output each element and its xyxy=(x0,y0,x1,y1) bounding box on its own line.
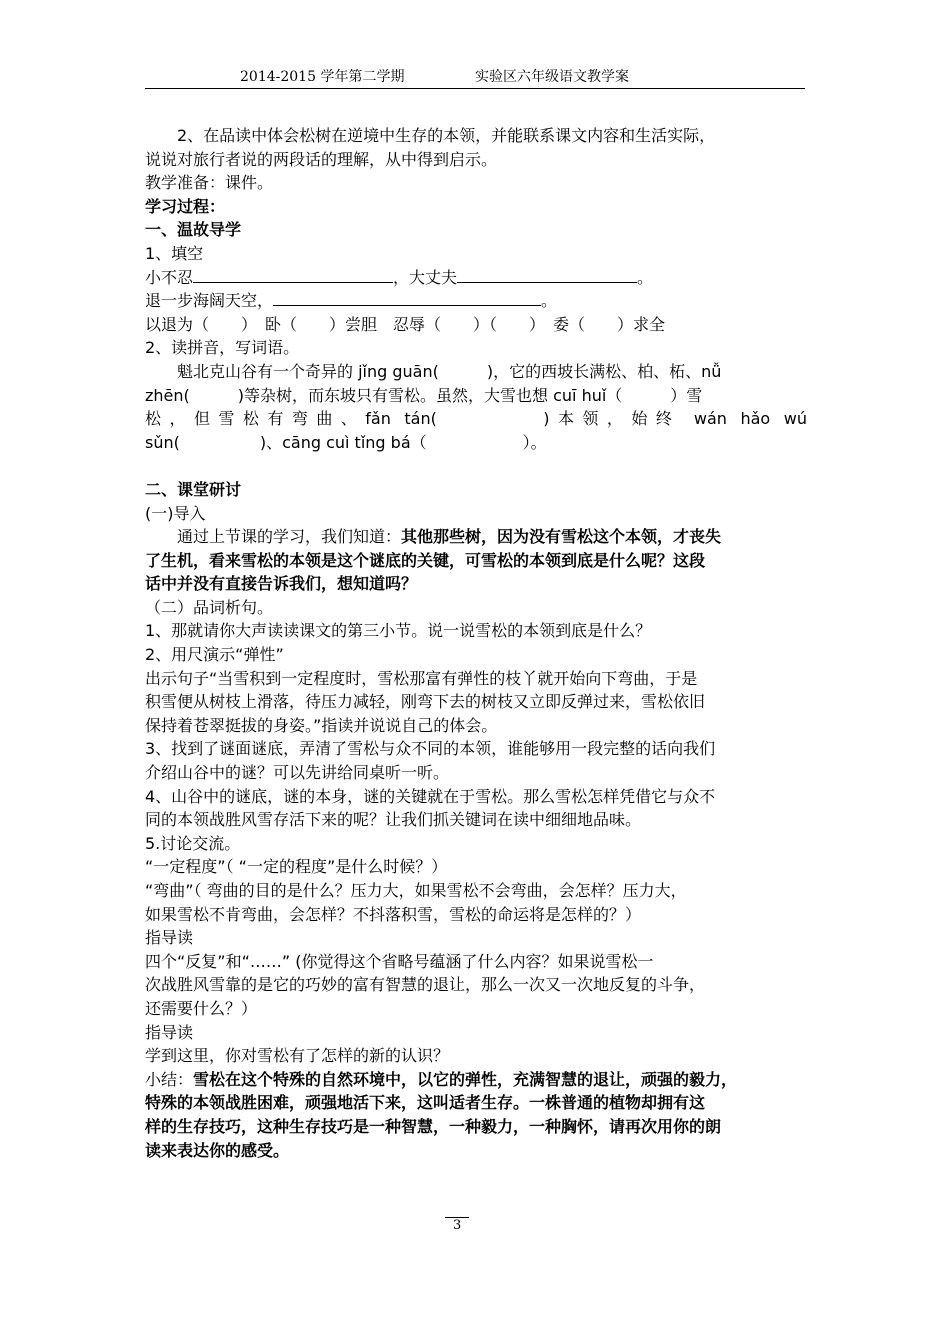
section-1-title: 一、温故导学 xyxy=(145,220,242,240)
intro-line-1 xyxy=(145,525,807,549)
question-2-line-1: “弯曲”（ 弯曲的目的是什么？压力大，如果雪松不会弯曲，会怎样？压力大， xyxy=(145,881,687,900)
intro-bold-1: 其他那些树，因为没有雪松这个本领，才丧失 xyxy=(401,527,722,547)
goal-2-line-1: 2、在品读中体会松树在逆境中生存的本领，并能联系课文内容和生活实际， xyxy=(177,126,716,145)
summary-text-1: 雪松在这个特殊的自然环境中，以它的弹性，充满智慧的退让，顽强的毅力， xyxy=(193,1069,738,1089)
intro-line-2: 了生机，看来雪松的本领是这个谜底的关键，可雪松的本领到底是什么呢？这段 xyxy=(145,550,706,570)
teaching-prep: 教学准备：课件。 xyxy=(145,173,274,193)
page-header xyxy=(145,66,805,89)
step-1: 1、那就请你大声读读课文的第三小节。说一说雪松的本领到底是什么？ xyxy=(145,621,652,641)
summary-line-2: 特殊的本领战胜困难，顽强地活下来，这叫适者生存。一株普通的植物却拥有这 xyxy=(145,1093,706,1113)
page-number: 3 xyxy=(445,1217,469,1233)
spacer xyxy=(145,454,807,478)
pinyin-title: 2、读拼音，写词语。 xyxy=(145,338,300,358)
step-5: 5.讨论交流。 xyxy=(145,833,241,853)
header-semester: 2014-2015 学年第二学期 xyxy=(240,69,405,85)
lesson-plan-body xyxy=(145,124,807,1162)
fill-1-prefix: 小不忍 xyxy=(145,267,194,287)
quote-line-1: 出示句子“当雪积到一定程度时，雪松那富有弹性的枝丫就开始向下弯曲，于是 xyxy=(145,668,698,688)
fill-blank-3: 以退为（ ） 卧（ ）尝胆 忍辱（ ）（ ） 委（ ）求全 xyxy=(145,314,666,334)
step-4-line-1: 4、山谷中的谜底，谜的本身，谜的关键就在于雪松。那么雪松怎样凭借它与众不 xyxy=(145,786,716,806)
question-3-line-1: 四个“反复”和“……” (你觉得这个省略号蕴涵了什么内容？如果说雪松一 xyxy=(145,951,654,971)
question-2-line-2: 如果雪松不肯弯曲，会怎样？不抖落积雪，雪松的命运将是怎样的？） xyxy=(145,904,642,924)
fill-1-mid: ，大丈夫 xyxy=(393,267,458,287)
fill-1-blank-a xyxy=(193,266,393,283)
quote-line-2: 积雪便从树枝上滑落，待压力减轻，刚弯下去的树枝又立即反弹过来，雪松依旧 xyxy=(145,692,706,712)
question-3-line-2: 次战胜风雪靠的是它的巧妙的富有智慧的退让，那么一次又一次地反复的斗争， xyxy=(145,975,706,995)
intro-plain: 通过上节课的学习，我们知道： xyxy=(177,527,402,547)
step-2: 2、用尺演示“弹性” xyxy=(145,645,284,665)
intro-line-3: 话中并没有直接告诉我们，想知道吗？ xyxy=(145,574,418,594)
pinyin-line-2: zhēn( )等杂树，而东坡只有雪松。虽然，大雪也想 cuī huǐ（ ）雪 xyxy=(145,385,703,405)
intro-title: (一)导入 xyxy=(145,503,206,523)
analysis-title: （二）品词析句。 xyxy=(145,597,274,617)
section-2-title: 二、课堂研讨 xyxy=(145,479,242,499)
guided-reading-2: 指导读 xyxy=(145,1022,194,1042)
pinyin-line-1: 魁北克山谷有一个奇异的 jǐng guān( )，它的西坡长满松、柏、柘、nǚ xyxy=(177,361,722,381)
page-footer xyxy=(445,1218,469,1233)
fill-1-blank-b xyxy=(457,266,637,283)
summary-line-1 xyxy=(145,1068,807,1092)
pinyin-line-3: 松，但雪松有弯曲、fǎn tán( )本领，始终 wán hǎo wú xyxy=(145,409,807,429)
summary-label: 小结： xyxy=(145,1069,194,1089)
summary-line-3: 样的生存技巧，这种生存技巧是一种智慧，一种毅力，一种胸怀，请再次用你的朗 xyxy=(145,1116,722,1136)
quote-line-3: 保持着苍翠挺拔的身姿。”指读并说说自己的体会。 xyxy=(145,715,498,735)
fill-blank-1 xyxy=(145,266,807,290)
step-4-line-2: 同的本领战胜风雪存活下来的呢？让我们抓关键词在读中细细地品味。 xyxy=(145,810,642,830)
question-3-line-3: 还需要什么？） xyxy=(145,998,258,1018)
guided-reading-1: 指导读 xyxy=(145,928,194,948)
summary-line-4: 读来表达你的感受。 xyxy=(145,1140,290,1160)
pinyin-line-4: sǔn( )、cāng cuì tǐng bá（ ）。 xyxy=(145,432,547,452)
fill-2-prefix: 退一步海阔天空， xyxy=(145,291,274,311)
step-3-line-2: 介绍山谷中的谜？可以先讲给同桌听一听。 xyxy=(145,763,450,783)
fill-2-end: 。 xyxy=(541,291,558,311)
reflection-question: 学到这里，你对雪松有了怎样的新的认识？ xyxy=(145,1046,450,1066)
fill-2-blank xyxy=(273,289,541,306)
process-title: 学习过程： xyxy=(145,196,226,216)
goal-2-line-2: 说说对旅行者说的两段话的理解，从中得到启示。 xyxy=(145,149,498,169)
fill-1-end: 。 xyxy=(637,267,654,287)
fill-blank-title: 1、填空 xyxy=(145,243,204,263)
header-course: 实验区六年级语文教学案 xyxy=(475,69,629,85)
question-1: “一定程度”（ “一定的程度”是什么时候？） xyxy=(145,857,448,877)
fill-blank-2 xyxy=(145,289,807,313)
step-3-line-1: 3、找到了谜面谜底，弄清了雪松与众不同的本领，谁能够用一段完整的话向我们 xyxy=(145,739,716,759)
